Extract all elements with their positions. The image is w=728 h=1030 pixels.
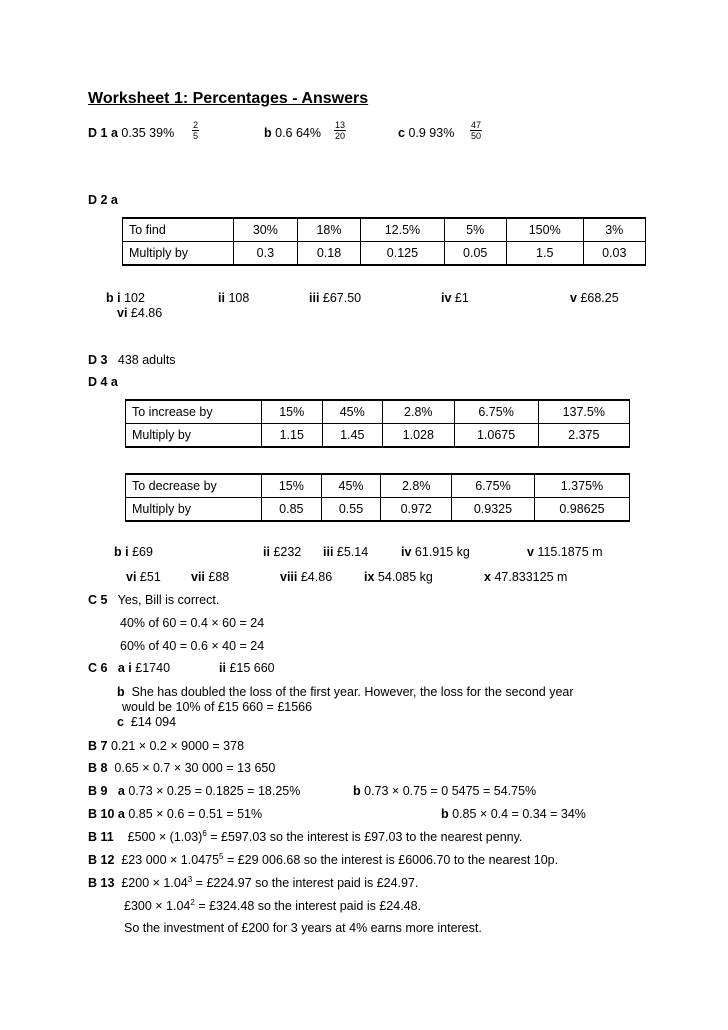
answer-d4-bx: x 47.833125 m — [484, 570, 568, 584]
decrease-table — [125, 473, 630, 522]
table-row: Multiply by 1.15 1.45 1.028 1.0675 2.375 — [126, 424, 630, 448]
table-row: To decrease by 15% 45% 2.8% 6.75% 1.375% — [126, 474, 630, 498]
conclusion-line: So the investment of £200 for 3 years at 4% earns more interest. — [124, 921, 482, 935]
answer-d2-bi: b i 102 — [106, 291, 145, 305]
answer-c6-b-cont: would be 10% of £15 660 = £1566 — [122, 700, 313, 714]
answer-d4-bvii: vii £88 — [191, 570, 230, 584]
question-d2: D 2 a — [88, 193, 118, 207]
answer-d2-bii: ii 108 — [218, 291, 250, 305]
question-d1-b — [264, 126, 321, 140]
answer-d4-bii: ii £232 — [263, 545, 302, 559]
working-line: 60% of 40 = 0.6 × 40 = 24 — [120, 639, 265, 653]
part-label: a — [110, 126, 118, 140]
fraction: $\frac{13}{20}$ — [335, 120, 346, 141]
increase-table — [125, 399, 630, 448]
question-d3: D 3 438 adults — [88, 353, 176, 367]
answer-b9-b: b 0.73 × 0.75 = 0 5475 = 54.75% — [353, 784, 537, 798]
question-b12: B 12 £23 $000 \times 1.0475^5$ = £29 006.68 so the interest is £6006.70 to the nearest 10p. — [88, 852, 559, 867]
answer-text: 0.9 93% — [408, 126, 455, 140]
part-label: b — [264, 126, 272, 140]
answer-d4-bi: b i £69 — [114, 545, 153, 559]
question-b7: B 7 0.21 × 0.2 × 9000 = 378 — [88, 739, 245, 753]
question-b10: B 10 a 0.85 × 0.6 = 0.51 = 51% — [88, 807, 263, 821]
answer-d4-biv: iv 61.915 kg — [401, 545, 470, 559]
percent-table — [122, 217, 646, 266]
fraction: $\frac{47}{50}$ — [471, 120, 482, 141]
question-d1 — [88, 126, 174, 140]
page-title: Worksheet 1: Percentages - Answers — [88, 90, 369, 107]
answer-d2-bvi: vi £4.86 — [117, 306, 163, 320]
question-d4: D 4 a — [88, 375, 118, 389]
working-line: £300 × $1.04^2$ = £324.48 so the interest paid is £24.48. — [124, 898, 422, 913]
question-c6: C 6 a i £1740 — [88, 661, 171, 675]
question-b13: B 13 £200 × $1.04^3$ = £224.97 so the interest paid is £24.97. — [88, 875, 419, 890]
table-row: To increase by 15% 45% 2.8% 6.75% 137.5% — [126, 400, 630, 424]
answer-d4-bviii: viii £4.86 — [280, 570, 333, 584]
answer-b10-b: b 0.85 × 0.4 = 0.34 = 34% — [441, 807, 586, 821]
fraction: $\frac{2}{5}$ — [193, 120, 199, 141]
answer-d4-bix: ix 54.085 kg — [364, 570, 433, 584]
answer-d4-biii: iii £5.14 — [323, 545, 369, 559]
answer-d4-bv: v 115.1875 m — [527, 545, 603, 559]
table-row: To find 30% 18% 12.5% 5% 150% 3% — [123, 218, 646, 242]
part-label: c — [398, 126, 405, 140]
question-d1-c — [398, 126, 454, 140]
answer-d2-bv: v £68.25 — [570, 291, 619, 305]
table-row: Multiply by 0.3 0.18 0.125 0.05 1.5 0.03 — [123, 242, 646, 266]
working-line: 40% of 60 = 0.4 × 60 = 24 — [120, 616, 265, 630]
answer-text: 0.6 64% — [275, 126, 321, 140]
answer-d2-biii: iii £67.50 — [309, 291, 362, 305]
question-b9: B 9 a 0.73 × 0.25 = 0.1825 = 18.25% — [88, 784, 301, 798]
answer-d2-biv: iv £1 — [441, 291, 469, 305]
answer-c6-b: b She has doubled the loss of the first year. However, the loss for the second year — [117, 685, 574, 699]
answer-text: 0.35 39% — [121, 126, 175, 140]
question-b11: B 11 £500 × $(1.03)^6$ = £597.03 so the interest is £97.03 to the nearest penny. — [88, 829, 523, 844]
answer-c6-c: c £14 094 — [117, 715, 177, 729]
question-label: D 1 — [88, 126, 108, 140]
question-b8: B 8 0.65 × 0.7 × 30 000 = 13 650 — [88, 761, 276, 775]
answer-c6-aii: ii £15 660 — [219, 661, 275, 675]
table-row: Multiply by 0.85 0.55 0.972 0.9325 0.98625 — [126, 498, 630, 522]
question-c5: C 5 Yes, Bill is correct. — [88, 593, 220, 607]
answer-d4-bvi: vi £51 — [126, 570, 161, 584]
